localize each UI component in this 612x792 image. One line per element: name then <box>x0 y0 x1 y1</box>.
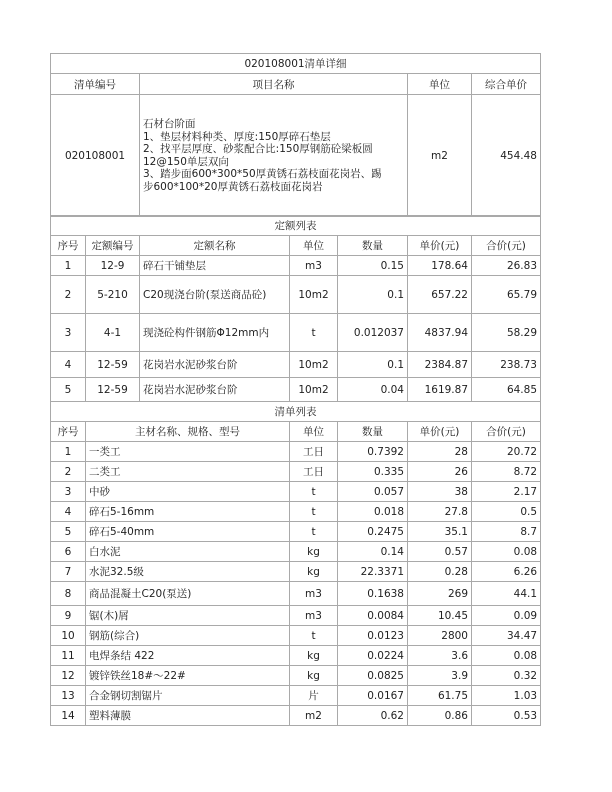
mat-unit: 工日 <box>290 462 338 482</box>
mat-header-no: 序号 <box>51 422 86 442</box>
mat-unit: kg <box>290 562 338 582</box>
mat-name: 塑料薄膜 <box>86 706 290 726</box>
mat-no: 13 <box>51 686 86 706</box>
quota-header-name: 定额名称 <box>140 236 290 256</box>
desc-line: 1、垫层材料种类、厚度:150厚碎石垫层 <box>143 130 331 143</box>
summary-header-row <box>51 74 541 95</box>
mat-qty: 0.0123 <box>338 626 408 646</box>
material-row <box>51 582 541 606</box>
quota-row <box>51 352 541 378</box>
item-price: 454.48 <box>472 95 541 217</box>
mat-header-price: 单价(元) <box>408 422 472 442</box>
mat-price: 26 <box>408 462 472 482</box>
mat-header-total: 合价(元) <box>472 422 541 442</box>
mat-unit: kg <box>290 542 338 562</box>
col-code-header: 清单编号 <box>51 74 140 95</box>
quota-code: 12-59 <box>86 352 140 378</box>
mat-qty: 0.1638 <box>338 582 408 606</box>
mat-price: 0.28 <box>408 562 472 582</box>
quota-header-code: 定额编号 <box>86 236 140 256</box>
mat-name: 锯(木)屑 <box>86 606 290 626</box>
mat-name: 二类工 <box>86 462 290 482</box>
material-row <box>51 686 541 706</box>
quota-code: 5-210 <box>86 276 140 314</box>
materials-section-title: 清单列表 <box>51 402 541 422</box>
material-row <box>51 626 541 646</box>
mat-qty: 0.0167 <box>338 686 408 706</box>
mat-name: 碎石5-16mm <box>86 502 290 522</box>
mat-qty: 0.018 <box>338 502 408 522</box>
quota-name: 碎石干铺垫层 <box>140 256 290 276</box>
item-code: 020108001 <box>51 95 140 217</box>
mat-no: 11 <box>51 646 86 666</box>
mat-no: 2 <box>51 462 86 482</box>
mat-total: 6.26 <box>472 562 541 582</box>
col-name-header: 项目名称 <box>140 74 408 95</box>
desc-line: 石材台阶面 <box>143 118 196 130</box>
desc-line: 12@150单层双向 <box>143 155 229 168</box>
quota-row <box>51 378 541 402</box>
item-description <box>140 95 408 217</box>
quota-qty: 0.04 <box>338 378 408 402</box>
quota-row <box>51 256 541 276</box>
mat-price: 2800 <box>408 626 472 646</box>
mat-unit: m2 <box>290 706 338 726</box>
quota-no: 4 <box>51 352 86 378</box>
mat-name: 一类工 <box>86 442 290 462</box>
mat-name: 中砂 <box>86 482 290 502</box>
mat-price: 269 <box>408 582 472 606</box>
quota-price: 657.22 <box>408 276 472 314</box>
mat-name: 碎石5-40mm <box>86 522 290 542</box>
mat-no: 3 <box>51 482 86 502</box>
quota-code: 4-1 <box>86 314 140 352</box>
mat-price: 28 <box>408 442 472 462</box>
quota-code: 12-9 <box>86 256 140 276</box>
mat-price: 3.6 <box>408 646 472 666</box>
mat-header-unit: 单位 <box>290 422 338 442</box>
mat-total: 0.08 <box>472 646 541 666</box>
mat-name: 钢筋(综合) <box>86 626 290 646</box>
mat-name: 水泥32.5级 <box>86 562 290 582</box>
mat-qty: 0.2475 <box>338 522 408 542</box>
materials-header-row <box>51 422 541 442</box>
item-row <box>51 95 541 217</box>
mat-no: 12 <box>51 666 86 686</box>
mat-no: 4 <box>51 502 86 522</box>
quota-price: 2384.87 <box>408 352 472 378</box>
mat-qty: 0.62 <box>338 706 408 726</box>
material-row <box>51 706 541 726</box>
quota-section-title: 定额列表 <box>51 216 541 236</box>
material-row <box>51 666 541 686</box>
mat-no: 10 <box>51 626 86 646</box>
mat-name: 商品混凝土C20(泵送) <box>86 582 290 606</box>
quota-name: 花岗岩水泥砂浆台阶 <box>140 352 290 378</box>
quota-total: 26.83 <box>472 256 541 276</box>
materials-table <box>50 401 541 726</box>
summary-title: 020108001清单详细 <box>51 54 541 74</box>
quota-row <box>51 276 541 314</box>
desc-line: 2、找平层厚度、砂浆配合比:150厚钢筋砼梁板圆 <box>143 143 373 155</box>
material-row <box>51 442 541 462</box>
col-price-header: 综合单价 <box>472 74 541 95</box>
mat-no: 14 <box>51 706 86 726</box>
mat-no: 1 <box>51 442 86 462</box>
quota-row <box>51 314 541 352</box>
material-row <box>51 462 541 482</box>
quota-unit: 10m2 <box>290 352 338 378</box>
mat-name: 合金钢切割锯片 <box>86 686 290 706</box>
mat-price: 35.1 <box>408 522 472 542</box>
mat-no: 7 <box>51 562 86 582</box>
mat-qty: 0.057 <box>338 482 408 502</box>
quota-code: 12-59 <box>86 378 140 402</box>
mat-total: 0.53 <box>472 706 541 726</box>
quota-name: 花岗岩水泥砂浆台阶 <box>140 378 290 402</box>
material-row <box>51 502 541 522</box>
quota-header-no: 序号 <box>51 236 86 256</box>
quota-qty: 0.1 <box>338 276 408 314</box>
mat-price: 38 <box>408 482 472 502</box>
materials-body <box>51 442 541 726</box>
mat-unit: m3 <box>290 582 338 606</box>
mat-name: 白水泥 <box>86 542 290 562</box>
mat-price: 61.75 <box>408 686 472 706</box>
material-row <box>51 562 541 582</box>
desc-line: 步600*100*20厚黄锈石荔枝面花岗岩 <box>143 180 323 193</box>
mat-qty: 0.7392 <box>338 442 408 462</box>
quota-header-row <box>51 236 541 256</box>
mat-qty: 0.14 <box>338 542 408 562</box>
quota-qty: 0.012037 <box>338 314 408 352</box>
item-unit: m2 <box>408 95 472 217</box>
quota-price: 4837.94 <box>408 314 472 352</box>
mat-total: 34.47 <box>472 626 541 646</box>
mat-total: 0.08 <box>472 542 541 562</box>
mat-unit: m3 <box>290 606 338 626</box>
quota-no: 3 <box>51 314 86 352</box>
quota-header-unit: 单位 <box>290 236 338 256</box>
quota-no: 1 <box>51 256 86 276</box>
mat-unit: t <box>290 482 338 502</box>
mat-total: 8.72 <box>472 462 541 482</box>
mat-no: 6 <box>51 542 86 562</box>
quota-price: 178.64 <box>408 256 472 276</box>
material-row <box>51 522 541 542</box>
mat-price: 0.86 <box>408 706 472 726</box>
quota-no: 2 <box>51 276 86 314</box>
quota-no: 5 <box>51 378 86 402</box>
mat-price: 10.45 <box>408 606 472 626</box>
mat-header-name: 主材名称、规格、型号 <box>86 422 290 442</box>
quota-name: 现浇砼构件钢筋Φ12mm内 <box>140 314 290 352</box>
desc-line: 3、踏步面600*300*50厚黄锈石荔枝面花岗岩、踢 <box>143 168 382 180</box>
material-row <box>51 646 541 666</box>
material-row <box>51 482 541 502</box>
mat-header-qty: 数量 <box>338 422 408 442</box>
mat-unit: t <box>290 522 338 542</box>
quota-total: 58.29 <box>472 314 541 352</box>
quota-table <box>50 215 541 402</box>
mat-qty: 0.0084 <box>338 606 408 626</box>
mat-qty: 0.0825 <box>338 666 408 686</box>
mat-qty: 22.3371 <box>338 562 408 582</box>
mat-total: 0.32 <box>472 666 541 686</box>
mat-total: 1.03 <box>472 686 541 706</box>
mat-unit: kg <box>290 646 338 666</box>
col-unit-header: 单位 <box>408 74 472 95</box>
mat-unit: 片 <box>290 686 338 706</box>
mat-unit: t <box>290 626 338 646</box>
mat-price: 3.9 <box>408 666 472 686</box>
mat-price: 0.57 <box>408 542 472 562</box>
mat-name: 电焊条结 422 <box>86 646 290 666</box>
mat-name: 镀锌铁丝18#～22# <box>86 666 290 686</box>
quota-qty: 0.1 <box>338 352 408 378</box>
quota-header-total: 合价(元) <box>472 236 541 256</box>
quota-unit: 10m2 <box>290 276 338 314</box>
quota-unit: t <box>290 314 338 352</box>
quota-header-price: 单价(元) <box>408 236 472 256</box>
mat-total: 8.7 <box>472 522 541 542</box>
summary-table <box>50 53 541 217</box>
quota-total: 64.85 <box>472 378 541 402</box>
mat-unit: t <box>290 502 338 522</box>
mat-total: 2.17 <box>472 482 541 502</box>
quota-name: C20现浇台阶(泵送商品砼) <box>140 276 290 314</box>
quota-total: 65.79 <box>472 276 541 314</box>
material-row <box>51 606 541 626</box>
mat-qty: 0.335 <box>338 462 408 482</box>
mat-no: 5 <box>51 522 86 542</box>
quota-price: 1619.87 <box>408 378 472 402</box>
mat-total: 44.1 <box>472 582 541 606</box>
quota-unit: m3 <box>290 256 338 276</box>
mat-total: 0.09 <box>472 606 541 626</box>
mat-unit: kg <box>290 666 338 686</box>
mat-no: 9 <box>51 606 86 626</box>
quota-total: 238.73 <box>472 352 541 378</box>
mat-no: 8 <box>51 582 86 606</box>
material-row <box>51 542 541 562</box>
mat-qty: 0.0224 <box>338 646 408 666</box>
mat-unit: 工日 <box>290 442 338 462</box>
quota-qty: 0.15 <box>338 256 408 276</box>
quota-header-qty: 数量 <box>338 236 408 256</box>
mat-total: 0.5 <box>472 502 541 522</box>
quota-unit: 10m2 <box>290 378 338 402</box>
mat-price: 27.8 <box>408 502 472 522</box>
mat-total: 20.72 <box>472 442 541 462</box>
